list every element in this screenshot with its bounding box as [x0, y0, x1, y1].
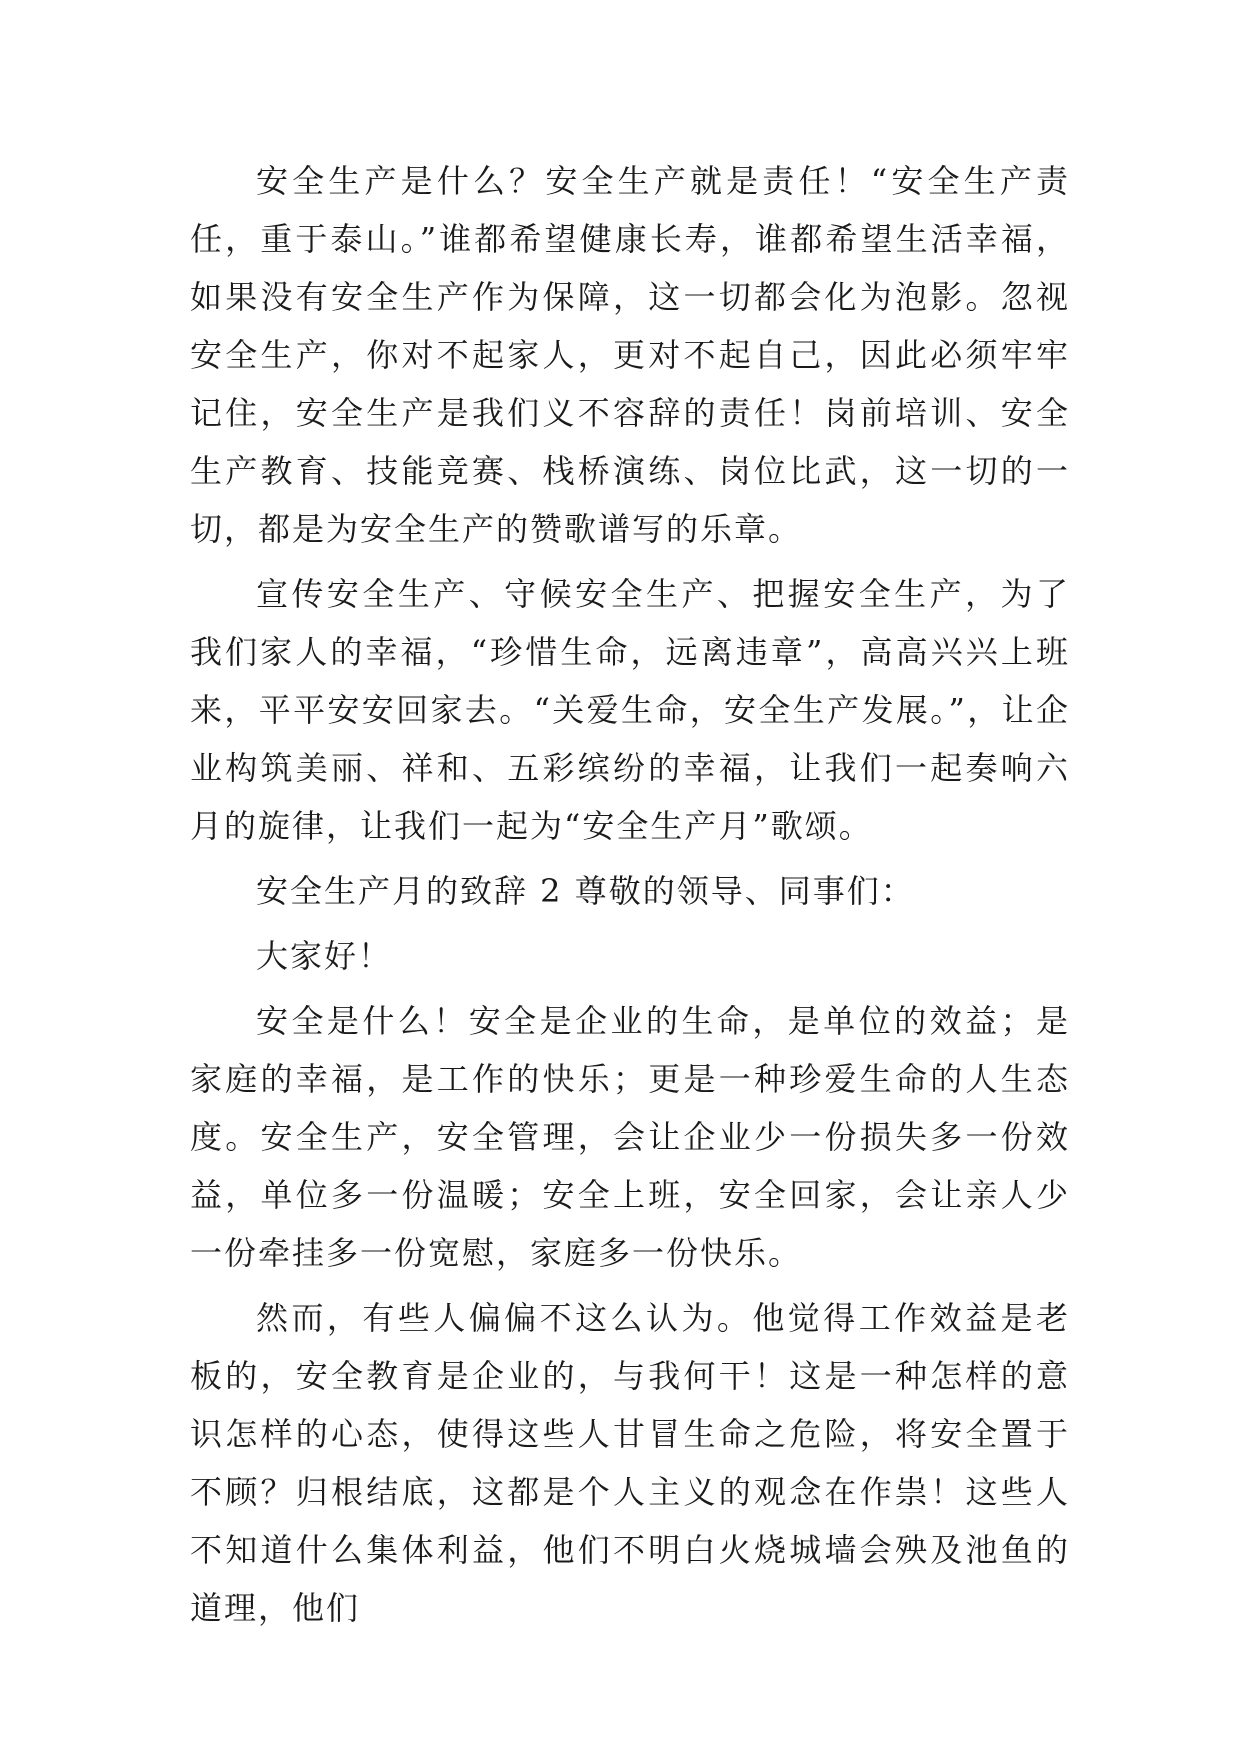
paragraph-6: 然而，有些人偏偏不这么认为。他觉得工作效益是老板的，安全教育是企业的，与我何干！这是一种怎样的意识怎样的心态，使得这些人甘冒生命之危险，将安全置于不顾？归根结底，这都是个人主义的观念在作祟！这些人不知道什么集体利益，他们不明白火烧城墙会殃及池鱼的道理，他们 — [190, 1299, 1070, 1627]
document-body — [190, 152, 1070, 1644]
paragraph-5: 安全是什么！安全是企业的生命，是单位的效益；是家庭的幸福，是工作的快乐；更是一种珍爱生命的人生态度。安全生产，安全管理，会让企业少一份损失多一份效益，单位多一份温暖；安全上班，安全回家，会让亲人少一份牵挂多一份宽慰，家庭多一份快乐。 — [190, 1002, 1070, 1272]
paragraph-1: 安全生产是什么？安全生产就是责任！“安全生产责任，重于泰山。”谁都希望健康长寿，谁都希望生活幸福，如果没有安全生产作为保障，这一切都会化为泡影。忽视安全生产，你对不起家人，更对不起自己，因此必须牢牢记住，安全生产是我们义不容辞的责任！岗前培训、安全生产教育、技能竞赛、栈桥演练、岗位比武，这一切的一切，都是为安全生产的赞歌谱写的乐章。 — [190, 162, 1070, 548]
paragraph-4: 大家好！ — [256, 937, 393, 975]
paragraph-3: 安全生产月的致辞 2 尊敬的领导、同事们： — [256, 872, 915, 910]
paragraph-2: 宣传安全生产、守候安全生产、把握安全生产，为了我们家人的幸福，“珍惜生命，远离违章”，高高兴兴上班来，平平安安回家去。“关爱生命，安全生产发展。”，让企业构筑美丽、祥和、五彩缤纷的幸福，让我们一起奏响六月的旋律，让我们一起为“安全生产月”歌颂。 — [190, 575, 1070, 845]
